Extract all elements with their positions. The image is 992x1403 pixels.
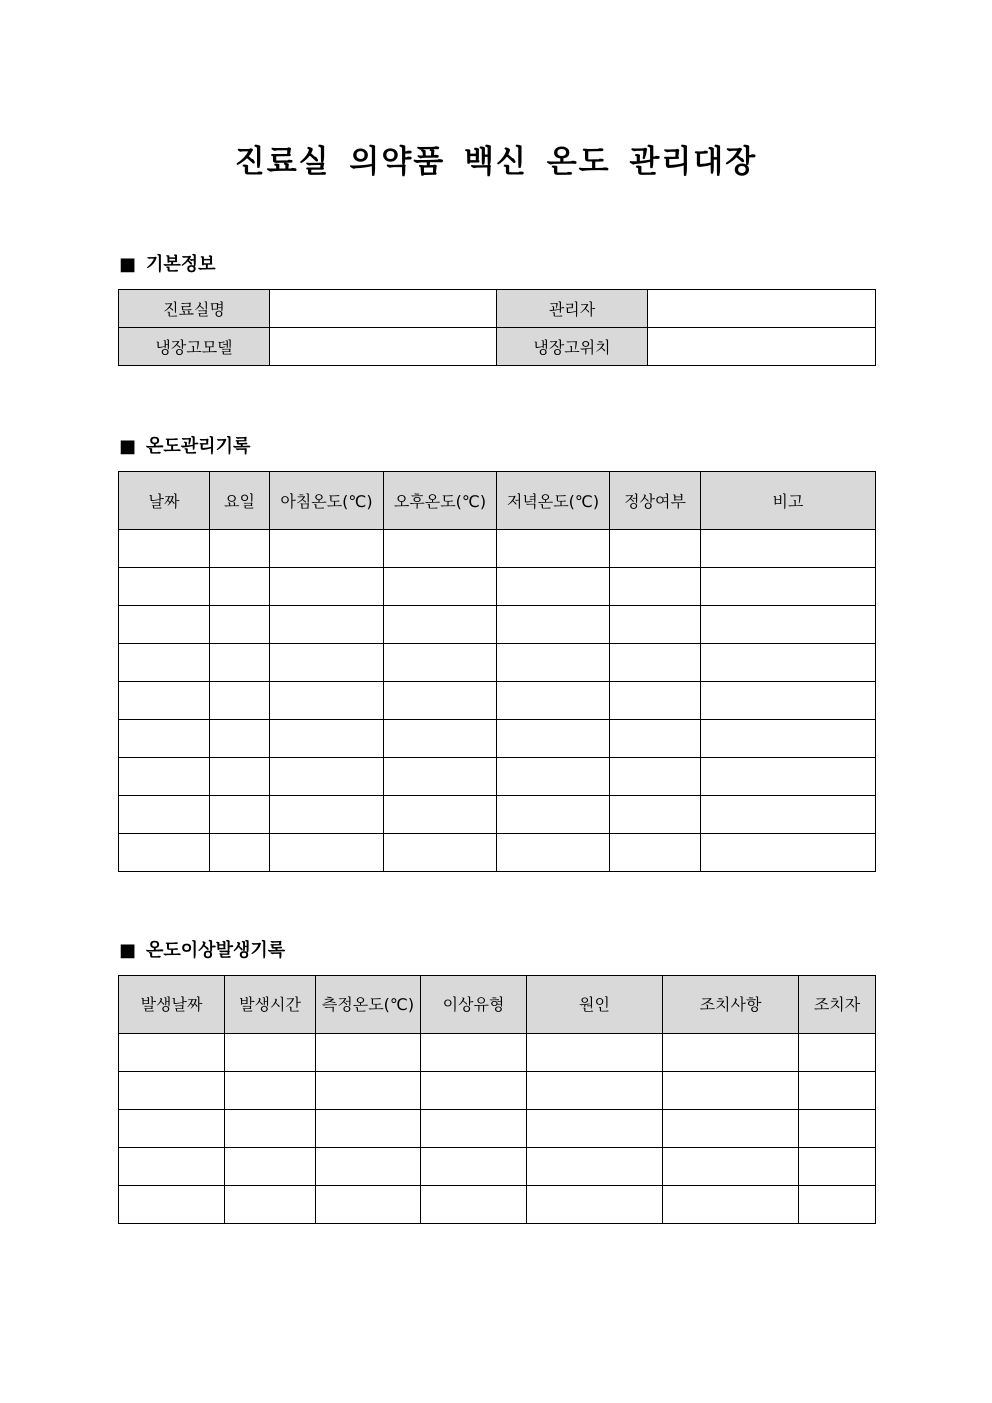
column-header-afternoon-temp: 오후온도(℃) (384, 472, 497, 530)
table-row (119, 682, 876, 720)
evening-temp-cell[interactable] (497, 644, 610, 682)
column-header-normal-status: 정상여부 (610, 472, 701, 530)
remarks-cell[interactable] (701, 720, 876, 758)
action-person-cell[interactable] (799, 1034, 876, 1072)
action-person-cell[interactable] (799, 1186, 876, 1224)
section-heading-label: 기본정보 (146, 254, 216, 275)
measured-temp-cell[interactable] (316, 1186, 421, 1224)
date-cell[interactable] (119, 682, 210, 720)
temperature-log-table (118, 471, 876, 872)
action-person-cell[interactable] (799, 1110, 876, 1148)
table-header-row (119, 472, 876, 530)
remarks-cell[interactable] (701, 758, 876, 796)
evening-temp-cell[interactable] (497, 796, 610, 834)
table-row (119, 758, 876, 796)
afternoon-temp-cell[interactable] (384, 530, 497, 568)
normal-status-cell[interactable] (610, 834, 701, 872)
afternoon-temp-cell[interactable] (384, 644, 497, 682)
morning-temp-cell[interactable] (270, 758, 384, 796)
column-header-action-taken: 조치사항 (663, 976, 799, 1034)
date-cell[interactable] (119, 644, 210, 682)
morning-temp-cell[interactable] (270, 644, 384, 682)
field-value-clinic-name[interactable] (270, 290, 497, 328)
normal-status-cell[interactable] (610, 758, 701, 796)
afternoon-temp-cell[interactable] (384, 796, 497, 834)
remarks-cell[interactable] (701, 530, 876, 568)
column-header-measured-temp: 측정온도(℃) (316, 976, 421, 1034)
evening-temp-cell[interactable] (497, 758, 610, 796)
evening-temp-cell[interactable] (497, 720, 610, 758)
table-row (119, 1110, 876, 1148)
table-row (119, 720, 876, 758)
remarks-cell[interactable] (701, 568, 876, 606)
table-row (119, 1148, 876, 1186)
remarks-cell[interactable] (701, 606, 876, 644)
table-row (119, 796, 876, 834)
action-taken-cell[interactable] (663, 1148, 799, 1186)
table-row (119, 290, 876, 328)
field-value-fridge-model[interactable] (270, 328, 497, 366)
remarks-cell[interactable] (701, 682, 876, 720)
column-header-cause: 원인 (527, 976, 663, 1034)
afternoon-temp-cell[interactable] (384, 834, 497, 872)
action-taken-cell[interactable] (663, 1034, 799, 1072)
cause-cell[interactable] (527, 1110, 663, 1148)
table-row (119, 568, 876, 606)
table-row (119, 328, 876, 366)
normal-status-cell[interactable] (610, 682, 701, 720)
measured-temp-cell[interactable] (316, 1110, 421, 1148)
table-header-row (119, 976, 876, 1034)
cause-cell[interactable] (527, 1072, 663, 1110)
abnormal-temperature-log-table (118, 975, 876, 1224)
evening-temp-cell[interactable] (497, 682, 610, 720)
column-header-occurrence-date: 발생날짜 (119, 976, 225, 1034)
field-value-manager[interactable] (648, 290, 876, 328)
morning-temp-cell[interactable] (270, 568, 384, 606)
field-label-fridge-model: 냉장고모델 (119, 328, 270, 366)
date-cell[interactable] (119, 530, 210, 568)
abnormal-type-cell[interactable] (421, 1148, 527, 1186)
remarks-cell[interactable] (701, 796, 876, 834)
table-row (119, 1072, 876, 1110)
square-bullet-icon: ■ (119, 940, 137, 961)
morning-temp-cell[interactable] (270, 796, 384, 834)
normal-status-cell[interactable] (610, 606, 701, 644)
section-heading-label: 온도관리기록 (146, 436, 251, 457)
cause-cell[interactable] (527, 1148, 663, 1186)
occurrence-date-cell[interactable] (119, 1072, 225, 1110)
occurrence-time-cell[interactable] (225, 1148, 316, 1186)
morning-temp-cell[interactable] (270, 606, 384, 644)
field-value-fridge-location[interactable] (648, 328, 876, 366)
evening-temp-cell[interactable] (497, 834, 610, 872)
weekday-cell[interactable] (210, 758, 270, 796)
evening-temp-cell[interactable] (497, 606, 610, 644)
page-title: 진료실 의약품 백신 온도 관리대장 (234, 144, 758, 180)
section-heading-basic-info (119, 253, 216, 277)
weekday-cell[interactable] (210, 720, 270, 758)
measured-temp-cell[interactable] (316, 1072, 421, 1110)
column-header-morning-temp: 아침온도(℃) (270, 472, 384, 530)
abnormal-type-cell[interactable] (421, 1034, 527, 1072)
action-person-cell[interactable] (799, 1072, 876, 1110)
evening-temp-cell[interactable] (497, 568, 610, 606)
square-bullet-icon: ■ (119, 254, 137, 275)
table-row (119, 606, 876, 644)
section-heading-temperature-log (119, 435, 250, 459)
date-cell[interactable] (119, 606, 210, 644)
action-taken-cell[interactable] (663, 1110, 799, 1148)
normal-status-cell[interactable] (610, 568, 701, 606)
occurrence-time-cell[interactable] (225, 1034, 316, 1072)
occurrence-time-cell[interactable] (225, 1110, 316, 1148)
date-cell[interactable] (119, 568, 210, 606)
table-row (119, 530, 876, 568)
column-header-remarks: 비고 (701, 472, 876, 530)
occurrence-time-cell[interactable] (225, 1072, 316, 1110)
abnormal-type-cell[interactable] (421, 1072, 527, 1110)
field-label-fridge-location: 냉장고위치 (497, 328, 648, 366)
field-label-manager: 관리자 (497, 290, 648, 328)
table-row (119, 834, 876, 872)
afternoon-temp-cell[interactable] (384, 720, 497, 758)
occurrence-date-cell[interactable] (119, 1186, 225, 1224)
measured-temp-cell[interactable] (316, 1148, 421, 1186)
date-cell[interactable] (119, 834, 210, 872)
column-header-occurrence-time: 발생시간 (225, 976, 316, 1034)
occurrence-date-cell[interactable] (119, 1034, 225, 1072)
normal-status-cell[interactable] (610, 530, 701, 568)
cause-cell[interactable] (527, 1034, 663, 1072)
measured-temp-cell[interactable] (316, 1034, 421, 1072)
afternoon-temp-cell[interactable] (384, 682, 497, 720)
weekday-cell[interactable] (210, 606, 270, 644)
abnormal-type-cell[interactable] (421, 1110, 527, 1148)
square-bullet-icon: ■ (119, 436, 137, 457)
weekday-cell[interactable] (210, 682, 270, 720)
column-header-action-person: 조치자 (799, 976, 876, 1034)
normal-status-cell[interactable] (610, 796, 701, 834)
action-taken-cell[interactable] (663, 1072, 799, 1110)
abnormal-type-cell[interactable] (421, 1186, 527, 1224)
morning-temp-cell[interactable] (270, 834, 384, 872)
column-header-evening-temp: 저녁온도(℃) (497, 472, 610, 530)
section-heading-label: 온도이상발생기록 (146, 940, 286, 961)
afternoon-temp-cell[interactable] (384, 758, 497, 796)
column-header-abnormal-type: 이상유형 (421, 976, 527, 1034)
column-header-weekday: 요일 (210, 472, 270, 530)
section-heading-abnormal-log (119, 939, 285, 963)
normal-status-cell[interactable] (610, 644, 701, 682)
date-cell[interactable] (119, 758, 210, 796)
table-row (119, 1186, 876, 1224)
table-row (119, 1034, 876, 1072)
action-person-cell[interactable] (799, 1148, 876, 1186)
occurrence-date-cell[interactable] (119, 1148, 225, 1186)
field-label-clinic-name: 진료실명 (119, 290, 270, 328)
morning-temp-cell[interactable] (270, 530, 384, 568)
date-cell[interactable] (119, 720, 210, 758)
table-row (119, 644, 876, 682)
remarks-cell[interactable] (701, 834, 876, 872)
morning-temp-cell[interactable] (270, 720, 384, 758)
cause-cell[interactable] (527, 1186, 663, 1224)
evening-temp-cell[interactable] (497, 530, 610, 568)
weekday-cell[interactable] (210, 834, 270, 872)
remarks-cell[interactable] (701, 644, 876, 682)
afternoon-temp-cell[interactable] (384, 606, 497, 644)
weekday-cell[interactable] (210, 530, 270, 568)
afternoon-temp-cell[interactable] (384, 568, 497, 606)
basic-info-table (118, 289, 876, 366)
weekday-cell[interactable] (210, 644, 270, 682)
action-taken-cell[interactable] (663, 1186, 799, 1224)
normal-status-cell[interactable] (610, 720, 701, 758)
weekday-cell[interactable] (210, 568, 270, 606)
weekday-cell[interactable] (210, 796, 270, 834)
date-cell[interactable] (119, 796, 210, 834)
occurrence-time-cell[interactable] (225, 1186, 316, 1224)
column-header-date: 날짜 (119, 472, 210, 530)
morning-temp-cell[interactable] (270, 682, 384, 720)
occurrence-date-cell[interactable] (119, 1110, 225, 1148)
